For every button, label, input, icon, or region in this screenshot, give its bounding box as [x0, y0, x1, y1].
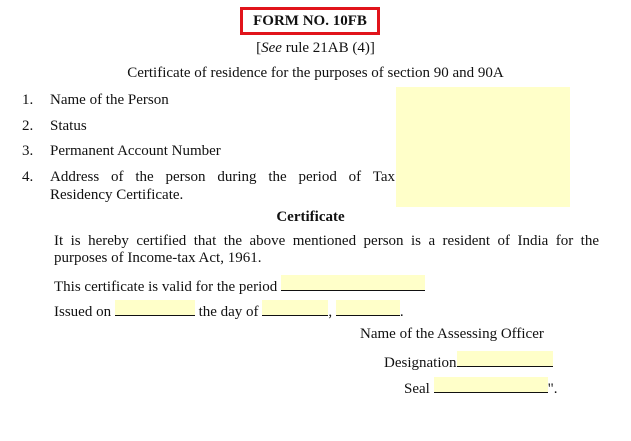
rule-see: See	[261, 40, 282, 56]
seal-suffix: ".	[547, 381, 558, 397]
seal-row	[404, 377, 557, 398]
designation-input[interactable]	[457, 351, 553, 367]
certificate-body-line2: purposes of Income-tax Act, 1961.	[54, 250, 262, 266]
issued-on-label: Issued on	[54, 304, 112, 320]
item-number: 2.	[22, 118, 34, 134]
seal-input[interactable]	[434, 377, 548, 393]
item-address-label-line1: Address of the person during the period of Tax	[50, 169, 395, 185]
comma: ,	[328, 304, 333, 320]
item-address-label-line2: Residency Certificate.	[50, 187, 184, 203]
day-input[interactable]	[262, 300, 328, 316]
rule-rest: rule 21AB (4)]	[281, 40, 375, 56]
designation-label: Designation	[384, 355, 457, 371]
certificate-body-line1: It is hereby certified that the above mentioned person is a resident of India for the	[54, 233, 599, 249]
seal-label: Seal	[404, 381, 430, 397]
issued-on-input[interactable]	[115, 300, 195, 316]
rule-reference	[0, 40, 631, 57]
issued-on-row	[54, 300, 404, 321]
year-input[interactable]	[336, 300, 400, 316]
form-title: FORM NO. 10FB	[253, 12, 367, 29]
rule-open: [	[256, 40, 262, 56]
valid-period-label: This certificate is valid for the period	[54, 279, 278, 295]
item-number: 4.	[22, 169, 34, 185]
item-name-label: Name of the Person	[50, 92, 169, 108]
form-title-box	[240, 7, 380, 35]
item-status-label: Status	[50, 118, 87, 134]
valid-period-input[interactable]	[281, 275, 425, 291]
certificate-heading: Certificate	[276, 209, 345, 225]
designation-row	[384, 351, 553, 372]
period: .	[399, 304, 404, 320]
form-subtitle: Certificate of residence for the purposes of section 90 and 90A	[127, 65, 504, 81]
day-of-label: the day of	[198, 304, 259, 320]
person-details-input-area[interactable]	[396, 87, 570, 207]
assessing-officer-name-label: Name of the Assessing Officer	[360, 326, 544, 342]
item-number: 1.	[22, 92, 34, 108]
valid-period-row	[54, 275, 425, 296]
item-pan-label: Permanent Account Number	[50, 143, 221, 159]
item-number: 3.	[22, 143, 34, 159]
